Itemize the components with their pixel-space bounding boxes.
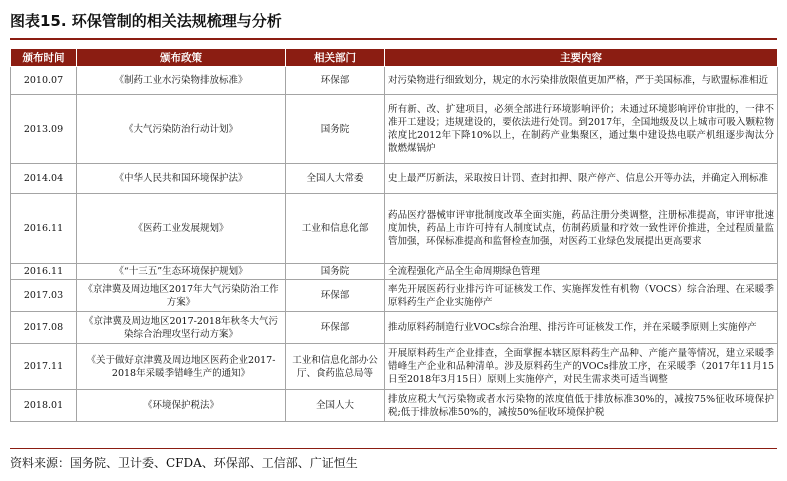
cell-dept: 国务院 <box>286 264 385 280</box>
cell-dept: 环保部 <box>286 280 385 312</box>
cell-policy: 《医药工业发展规划》 <box>77 194 286 264</box>
cell-content: 对污染物进行细致划分，规定的水污染排放限值更加严格，严于美国标准，与欧盟标准相近 <box>385 67 778 95</box>
cell-dept: 环保部 <box>286 312 385 344</box>
table-row <box>11 67 778 95</box>
cell-date: 2016.11 <box>11 194 77 264</box>
page-title: 图表15. 环保管制的相关法规梳理与分析 <box>10 12 282 30</box>
cell-policy: 《京津冀及周边地区2017年大气污染防治工作方案》 <box>77 280 286 312</box>
table-row <box>11 344 778 390</box>
cell-dept: 国务院 <box>286 95 385 164</box>
cell-content: 推动原料药制造行业VOCs综合治理、排污许可证核发工作，并在采暖季原则上实施停产 <box>385 312 778 344</box>
cell-date: 2018.01 <box>11 390 77 422</box>
column-header-date: 颁布时间 <box>11 49 77 67</box>
cell-content: 药品医疗器械审评审批制度改革全面实施，药品注册分类调整，注册标准提高，审评审批速度加快，药品上市许可持有人制度试点，仿制药质量和疗效一致性评价推进，全过程质量监管加强，环保标准提高和监督检查加强，对医药工业绿色发展提出更高要求 <box>385 194 778 264</box>
title-divider <box>10 38 777 40</box>
source-note: 资料来源：国务院、卫计委、CFDA、环保部、工信部、广证恒生 <box>10 456 358 470</box>
cell-date: 2017.11 <box>11 344 77 390</box>
cell-date: 2017.03 <box>11 280 77 312</box>
table-bottom-divider <box>10 448 777 449</box>
table-row <box>11 312 778 344</box>
column-header-policy: 颁布政策 <box>77 49 286 67</box>
cell-content: 全流程强化产品全生命周期绿色管理 <box>385 264 778 280</box>
cell-date: 2014.04 <box>11 164 77 194</box>
cell-dept: 全国人大常委 <box>286 164 385 194</box>
table-row <box>11 95 778 164</box>
cell-dept: 工业和信息化部办公厅、食药监总局等 <box>286 344 385 390</box>
regulation-table <box>10 48 778 422</box>
table-row <box>11 280 778 312</box>
cell-date: 2016.11 <box>11 264 77 280</box>
table-row <box>11 164 778 194</box>
cell-date: 2013.09 <box>11 95 77 164</box>
cell-date: 2010.07 <box>11 67 77 95</box>
table-row <box>11 390 778 422</box>
cell-dept: 工业和信息化部 <box>286 194 385 264</box>
cell-content: 开展原料药生产企业排查，全面掌握本辖区原料药生产品种、产能产量等情况，建立采暖季错峰生产企业和品种清单。涉及原料药生产的VOCs排放工序，在采暖季（2017年11月15日至2018年3月15日）原则上实施停产，对民生需求类可适当调整 <box>385 344 778 390</box>
table-row <box>11 194 778 264</box>
column-header-content: 主要内容 <box>385 49 778 67</box>
cell-policy: 《关于做好京津冀及周边地区医药企业2017-2018年采暖季错峰生产的通知》 <box>77 344 286 390</box>
cell-policy: 《京津冀及周边地区2017-2018年秋冬大气污染综合治理攻坚行动方案》 <box>77 312 286 344</box>
table-row <box>11 264 778 280</box>
cell-content: 排放应税大气污染物或者水污染物的浓度值低于排放标准30%的，减按75%征收环境保护税;低于排放标准50%的，减按50%征收环境保护税 <box>385 390 778 422</box>
cell-content: 史上最严厉新法，采取按日计罚、查封扣押、限产停产、信息公开等办法，并确定入刑标准 <box>385 164 778 194</box>
cell-dept: 全国人大 <box>286 390 385 422</box>
table-header-row <box>11 49 778 67</box>
cell-date: 2017.08 <box>11 312 77 344</box>
cell-content: 所有新、改、扩建项目，必须全部进行环境影响评价；未通过环境影响评价审批的，一律不准开工建设；违规建设的，要依法进行处罚。到2017年，全国地级及以上城市可吸入颗粒物浓度比2012年下降10%以上，在制药产业集聚区，通过集中建设热电联产机组逐步淘汰分散燃煤锅炉 <box>385 95 778 164</box>
cell-policy: 《制药工业水污染物排放标准》 <box>77 67 286 95</box>
cell-policy: 《大气污染防治行动计划》 <box>77 95 286 164</box>
cell-policy: 《“十三五”生态环境保护规划》 <box>77 264 286 280</box>
cell-policy: 《中华人民共和国环境保护法》 <box>77 164 286 194</box>
cell-dept: 环保部 <box>286 67 385 95</box>
cell-content: 率先开展医药行业排污许可证核发工作、实施挥发性有机物（VOCS）综合治理、在采暖季原料药生产企业实施停产 <box>385 280 778 312</box>
cell-policy: 《环境保护税法》 <box>77 390 286 422</box>
column-header-dept: 相关部门 <box>286 49 385 67</box>
